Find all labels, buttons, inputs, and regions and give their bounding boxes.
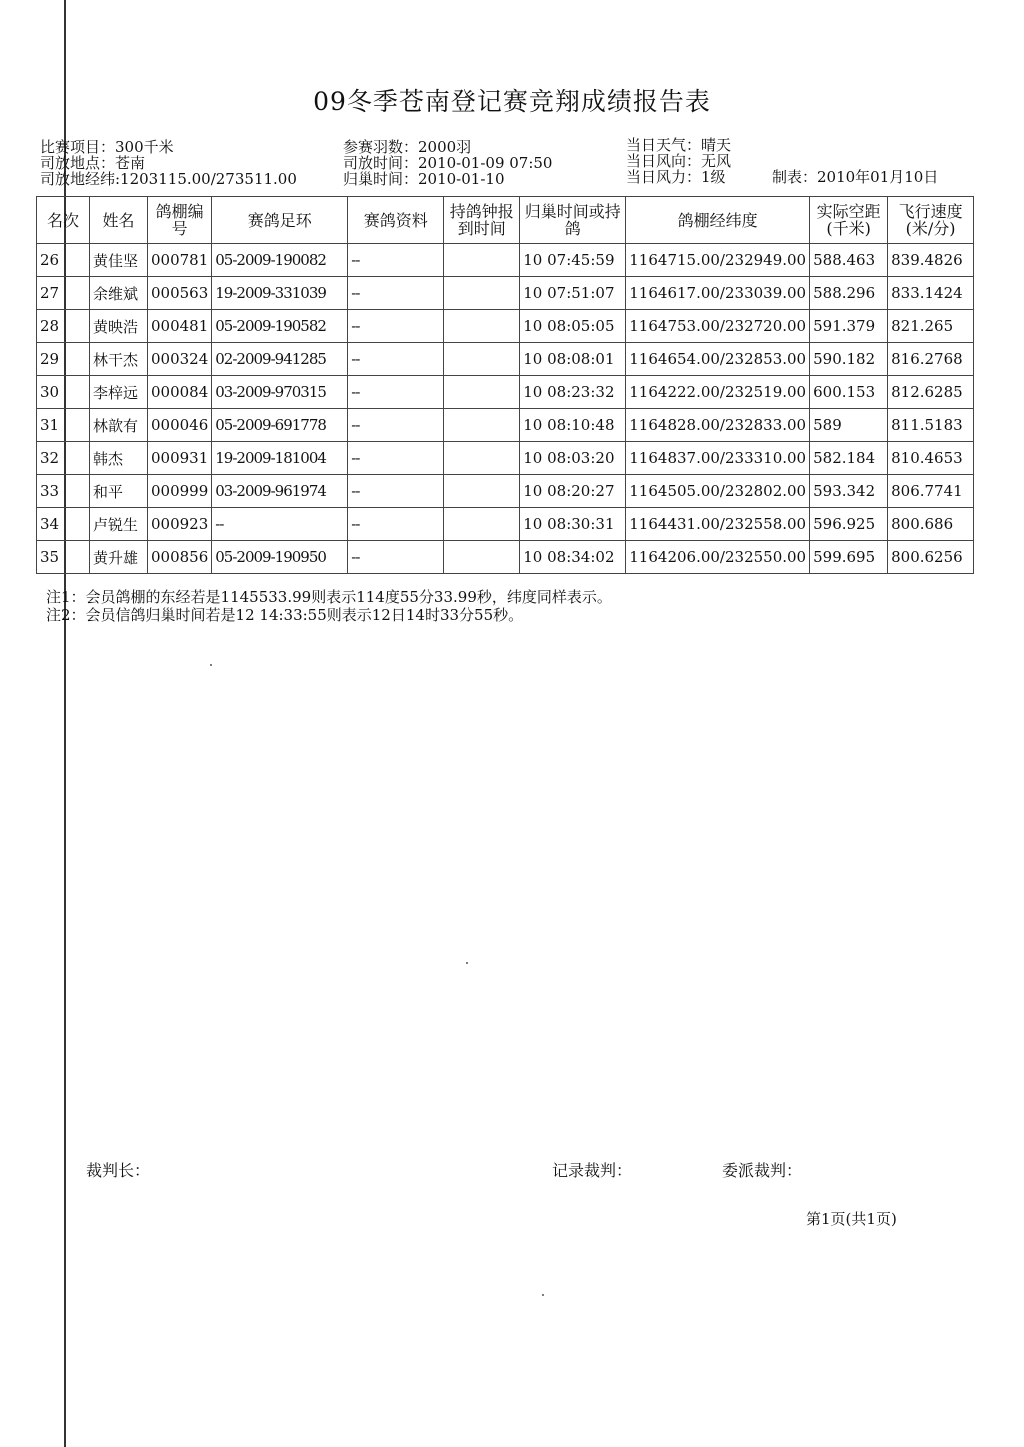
cell-return-time: 10 07:45:59 bbox=[520, 244, 626, 277]
cell-return-time: 10 08:20:27 bbox=[520, 475, 626, 508]
cell-ring: -- bbox=[212, 508, 348, 541]
table-header-row bbox=[37, 197, 974, 244]
cell-coords: 1164828.00/232833.00 bbox=[626, 409, 810, 442]
table-row bbox=[37, 442, 974, 475]
cell-coords: 1164753.00/232720.00 bbox=[626, 310, 810, 343]
table-row bbox=[37, 475, 974, 508]
cell-speed: 821.265 bbox=[888, 310, 974, 343]
cell-coords: 1164431.00/232558.00 bbox=[626, 508, 810, 541]
cell-speed: 800.686 bbox=[888, 508, 974, 541]
cell-loft-no: 000781 bbox=[148, 244, 212, 277]
cell-name: 卢锐生 bbox=[90, 508, 148, 541]
page-indicator: 第1页(共1页) bbox=[806, 1210, 897, 1228]
cell-pigeon-info: -- bbox=[348, 310, 444, 343]
cell-pigeon-info: -- bbox=[348, 442, 444, 475]
chief-referee-label: 裁判长： bbox=[86, 1161, 151, 1180]
header-name: 姓名 bbox=[90, 197, 148, 244]
cell-loft-no: 000046 bbox=[148, 409, 212, 442]
cell-loft-no: 000563 bbox=[148, 277, 212, 310]
scan-speck bbox=[466, 962, 468, 964]
header-pigeon-info: 赛鸽资料 bbox=[348, 197, 444, 244]
cell-clock-time bbox=[444, 343, 520, 376]
table-row bbox=[37, 277, 974, 310]
header-distance: 实际空距(千米) bbox=[810, 197, 888, 244]
cell-return-time: 10 08:05:05 bbox=[520, 310, 626, 343]
release-coords: 司放地经纬:1203115.00/273511.00 bbox=[40, 170, 297, 188]
cell-ring: 05-2009-190582 bbox=[212, 310, 348, 343]
cell-rank: 29 bbox=[37, 343, 90, 376]
cell-distance: 588.463 bbox=[810, 244, 888, 277]
race-item: 比赛项目：300千米 bbox=[40, 138, 174, 156]
table-row bbox=[37, 541, 974, 574]
note-2: 注2：会员信鸽归巢时间若是12 14:33:55则表示12日14时33分55秒。 bbox=[46, 606, 524, 624]
cell-loft-no: 000084 bbox=[148, 376, 212, 409]
cell-distance: 599.695 bbox=[810, 541, 888, 574]
return-date: 归巢时间：2010-01-10 bbox=[343, 170, 505, 188]
cell-loft-no: 000481 bbox=[148, 310, 212, 343]
cell-ring: 05-2009-190950 bbox=[212, 541, 348, 574]
cell-coords: 1164222.00/232519.00 bbox=[626, 376, 810, 409]
cell-clock-time bbox=[444, 310, 520, 343]
weather: 当日天气：晴天 bbox=[626, 136, 732, 154]
header-return-time: 归巢时间或持鸽 bbox=[520, 197, 626, 244]
entries-count: 参赛羽数：2000羽 bbox=[343, 138, 472, 156]
cell-loft-no: 000999 bbox=[148, 475, 212, 508]
cell-coords: 1164505.00/232802.00 bbox=[626, 475, 810, 508]
cell-clock-time bbox=[444, 277, 520, 310]
cell-pigeon-info: -- bbox=[348, 376, 444, 409]
cell-loft-no: 000856 bbox=[148, 541, 212, 574]
cell-distance: 593.342 bbox=[810, 475, 888, 508]
cell-distance: 596.925 bbox=[810, 508, 888, 541]
cell-name: 韩杰 bbox=[90, 442, 148, 475]
cell-speed: 800.6256 bbox=[888, 541, 974, 574]
header-ring: 赛鸽足环 bbox=[212, 197, 348, 244]
cell-clock-time bbox=[444, 475, 520, 508]
cell-speed: 810.4653 bbox=[888, 442, 974, 475]
cell-name: 黄佳坚 bbox=[90, 244, 148, 277]
cell-return-time: 10 08:34:02 bbox=[520, 541, 626, 574]
cell-return-time: 10 08:10:48 bbox=[520, 409, 626, 442]
cell-ring: 19-2009-331039 bbox=[212, 277, 348, 310]
cell-ring: 19-2009-181004 bbox=[212, 442, 348, 475]
cell-return-time: 10 08:23:32 bbox=[520, 376, 626, 409]
cell-rank: 32 bbox=[37, 442, 90, 475]
cell-return-time: 10 08:30:31 bbox=[520, 508, 626, 541]
cell-loft-no: 000931 bbox=[148, 442, 212, 475]
cell-coords: 1164715.00/232949.00 bbox=[626, 244, 810, 277]
cell-name: 林歆有 bbox=[90, 409, 148, 442]
release-place: 司放地点：苍南 bbox=[40, 154, 146, 172]
cell-speed: 812.6285 bbox=[888, 376, 974, 409]
cell-clock-time bbox=[444, 376, 520, 409]
cell-ring: 05-2009-691778 bbox=[212, 409, 348, 442]
results-table bbox=[36, 196, 974, 574]
header-coords: 鸽棚经纬度 bbox=[626, 197, 810, 244]
cell-ring: 05-2009-190082 bbox=[212, 244, 348, 277]
scan-speck bbox=[542, 1294, 544, 1296]
cell-loft-no: 000923 bbox=[148, 508, 212, 541]
cell-clock-time bbox=[444, 244, 520, 277]
table-row bbox=[37, 409, 974, 442]
cell-speed: 816.2768 bbox=[888, 343, 974, 376]
cell-clock-time bbox=[444, 409, 520, 442]
cell-name: 李梓远 bbox=[90, 376, 148, 409]
cell-speed: 806.7741 bbox=[888, 475, 974, 508]
cell-pigeon-info: -- bbox=[348, 343, 444, 376]
cell-pigeon-info: -- bbox=[348, 541, 444, 574]
cell-return-time: 10 08:03:20 bbox=[520, 442, 626, 475]
wind-force: 当日风力：1级 bbox=[626, 168, 726, 186]
header-speed: 飞行速度(米/分) bbox=[888, 197, 974, 244]
cell-name: 和平 bbox=[90, 475, 148, 508]
cell-distance: 600.153 bbox=[810, 376, 888, 409]
header-loft-no: 鸽棚编号 bbox=[148, 197, 212, 244]
wind-direction: 当日风向：无风 bbox=[626, 152, 732, 170]
table-row bbox=[37, 244, 974, 277]
cell-name: 林干杰 bbox=[90, 343, 148, 376]
cell-coords: 1164837.00/233310.00 bbox=[626, 442, 810, 475]
cell-rank: 35 bbox=[37, 541, 90, 574]
cell-name: 黄映浩 bbox=[90, 310, 148, 343]
cell-rank: 28 bbox=[37, 310, 90, 343]
table-row bbox=[37, 343, 974, 376]
cell-ring: 02-2009-941285 bbox=[212, 343, 348, 376]
cell-rank: 26 bbox=[37, 244, 90, 277]
cell-pigeon-info: -- bbox=[348, 409, 444, 442]
cell-ring: 03-2009-970315 bbox=[212, 376, 348, 409]
header-rank: 名次 bbox=[37, 197, 90, 244]
cell-distance: 589 bbox=[810, 409, 888, 442]
cell-speed: 839.4826 bbox=[888, 244, 974, 277]
cell-speed: 811.5183 bbox=[888, 409, 974, 442]
note-1: 注1：会员鸽棚的东经若是1145533.99则表示114度55分33.99秒，纬度同样表示。 bbox=[46, 588, 612, 606]
scan-speck bbox=[210, 664, 212, 666]
cell-name: 黄升雄 bbox=[90, 541, 148, 574]
cell-pigeon-info: -- bbox=[348, 244, 444, 277]
cell-name: 余维斌 bbox=[90, 277, 148, 310]
report-title: 09冬季苍南登记赛竞翔成绩报告表 bbox=[313, 87, 711, 116]
cell-coords: 1164654.00/232853.00 bbox=[626, 343, 810, 376]
cell-clock-time bbox=[444, 541, 520, 574]
cell-pigeon-info: -- bbox=[348, 475, 444, 508]
cell-return-time: 10 07:51:07 bbox=[520, 277, 626, 310]
made-on-date: 制表：2010年01月10日 bbox=[772, 168, 939, 186]
cell-ring: 03-2009-961974 bbox=[212, 475, 348, 508]
cell-rank: 31 bbox=[37, 409, 90, 442]
cell-distance: 588.296 bbox=[810, 277, 888, 310]
table-row bbox=[37, 310, 974, 343]
table-row bbox=[37, 376, 974, 409]
cell-return-time: 10 08:08:01 bbox=[520, 343, 626, 376]
notes bbox=[46, 588, 612, 624]
cell-rank: 27 bbox=[37, 277, 90, 310]
cell-rank: 30 bbox=[37, 376, 90, 409]
cell-pigeon-info: -- bbox=[348, 277, 444, 310]
cell-rank: 34 bbox=[37, 508, 90, 541]
record-referee-label: 记录裁判： bbox=[552, 1161, 633, 1180]
cell-clock-time bbox=[444, 508, 520, 541]
cell-distance: 591.379 bbox=[810, 310, 888, 343]
cell-rank: 33 bbox=[37, 475, 90, 508]
cell-coords: 1164617.00/233039.00 bbox=[626, 277, 810, 310]
table-row bbox=[37, 508, 974, 541]
cell-coords: 1164206.00/232550.00 bbox=[626, 541, 810, 574]
cell-clock-time bbox=[444, 442, 520, 475]
cell-loft-no: 000324 bbox=[148, 343, 212, 376]
cell-speed: 833.1424 bbox=[888, 277, 974, 310]
cell-pigeon-info: -- bbox=[348, 508, 444, 541]
cell-distance: 590.182 bbox=[810, 343, 888, 376]
cell-distance: 582.184 bbox=[810, 442, 888, 475]
header-clock-time: 持鸽钟报到时间 bbox=[444, 197, 520, 244]
release-time: 司放时间：2010-01-09 07:50 bbox=[343, 154, 553, 172]
delegate-referee-label: 委派裁判： bbox=[722, 1161, 803, 1180]
